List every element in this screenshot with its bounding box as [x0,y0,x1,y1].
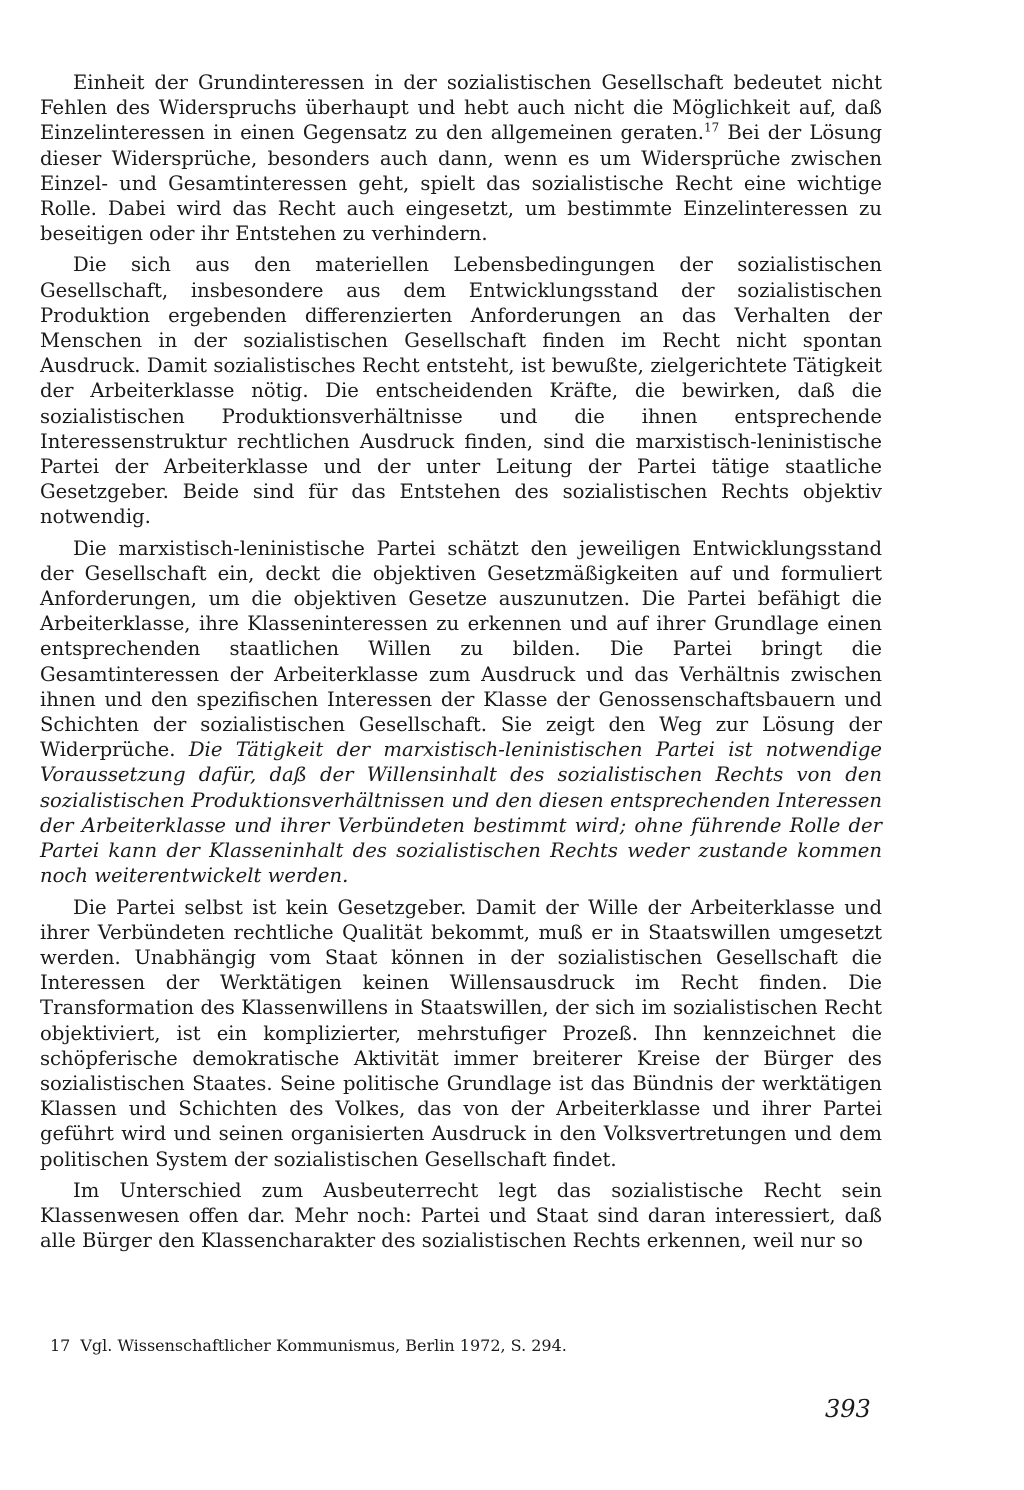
paragraph-text: Bei der Lösung dieser Widersprüche, besonders auch dann, wenn es um Widersprüche zwischen Einzel- und Gesamtinteressen geht, spielt das sozialistische Recht eine wichtige Rolle. Dabei wird das Recht auch eingesetzt, um bestimmte Einzelinteressen zu beseitigen oder ihr Entstehen zu verhindern. [40,121,882,246]
paragraph-1 [40,70,882,246]
paragraph-3 [40,536,882,889]
footnote-number: 17 [50,1336,71,1355]
paragraph-text: Die sich aus den materiellen Lebensbedingungen der sozialistischen Gesellschaft, insbesondere aus dem Entwicklungsstand der sozialistischen Produktion ergebenden differenzierten Anforderungen an das Verhalten der Menschen in der sozialistischen Gesellschaft finden im Recht nicht spontan Ausdruck. Damit sozialistisches Recht entsteht, ist bewußte, zielgerichtete Tätigkeit der Arbeiterklasse nötig. Die entscheidenden Kräfte, die bewirken, daß die sozialistischen Produktionsverhältnisse und die ihnen entsprechende Interessenstruktur rechtlichen Ausdruck finden, sind die marxistisch-leninistische Partei der Arbeiterklasse und der unter Leitung der Partei tätige staatliche Gesetzgeber. Beide sind für das Entstehen des sozialistischen Rechts objektiv notwendig. [40,253,882,529]
paragraph-text: Die marxistisch-leninistische Partei schätzt den jeweiligen Entwicklungsstand der Gesellschaft ein, deckt die objektiven Gesetzmäßigkeiten auf und formuliert Anforderungen, um die objektiven Gesetze auszunutzen. Die Partei befähigt die Arbeiterklasse, ihre Klasseninteressen zu erkennen und auf ihrer Grundlage einen entsprechenden staatlichen Willen zu bilden. Die Partei bringt die Gesamtinteressen der Arbeiterklasse zum Ausdruck und das Verhältnis zwischen ihnen und den spezifischen Interessen der Klasse der Genossenschaftsbauern und Schichten der sozialistischen Gesellschaft. Sie zeigt den Weg zur Lösung der Widerprüche. [40,536,882,762]
footnote-text: Vgl. Wissenschaftlicher Kommunismus, Berlin 1972, S. 294. [80,1336,567,1355]
page-number: 393 [825,1395,871,1423]
footnote [50,1336,567,1356]
paragraph-2 [40,252,882,529]
paragraph-text: Einheit der Grundinteressen in der sozialistischen Gesellschaft bedeutet nicht Fehlen des Widerspruchs überhaupt und hebt auch nicht die Möglichkeit auf, daß Einzelinteressen in einen Gegensatz zu den allgemeinen geraten. [40,71,882,145]
body-text [40,70,882,1259]
paragraph-italic-text: Die Tätigkeit der marxistisch-leninistischen Partei ist notwendige Voraussetzung dafür, daß der Willensinhalt des sozialistischen Rechts von den sozialistischen Produktionsverhältnissen und den diesen entsprechenden Interessen der Arbeiterklasse und ihrer Verbündeten bestimmt wird; ohne führende Rolle der Partei kann der Klasseninhalt des sozialistischen Rechts weder zustande kommen noch weiterentwickelt werden. [40,738,882,888]
paragraph-text: Im Unterschied zum Ausbeuterrecht legt das sozialistische Recht sein Klassenwesen offen dar. Mehr noch: Partei und Staat sind daran interessiert, daß alle Bürger den Klassencharakter des sozialistischen Rechts erkennen, weil nur so [40,1178,882,1253]
paragraph-4 [40,895,882,1172]
footnote-reference[interactable]: 17 [704,120,720,135]
paragraph-text: Die Partei selbst ist kein Gesetzgeber. Damit der Wille der Arbeiterklasse und ihrer Verbündeten rechtliche Qualität bekommt, muß er in Staatswillen umgesetzt werden. Unabhängig vom Staat können in der sozialistischen Gesellschaft die Interessen der Werktätigen keinen Willensausdruck im Recht finden. Die Transformation des Klassenwillens in Staatswillen, der sich im sozialistischen Recht objektiviert, ist ein komplizierter, mehrstufiger Prozeß. Ihn kennzeichnet die schöpferische demokratische Aktivität immer breiterer Kreise der Bürger des sozialistischen Staates. Seine politische Grundlage ist das Bündnis der werktätigen Klassen und Schichten des Volkes, das von der Arbeiterklasse und ihrer Partei geführt wird und seinen organisierten Ausdruck in den Volksvertretungen und dem politischen System der sozialistischen Gesellschaft findet. [40,895,882,1171]
paragraph-5 [40,1178,882,1254]
